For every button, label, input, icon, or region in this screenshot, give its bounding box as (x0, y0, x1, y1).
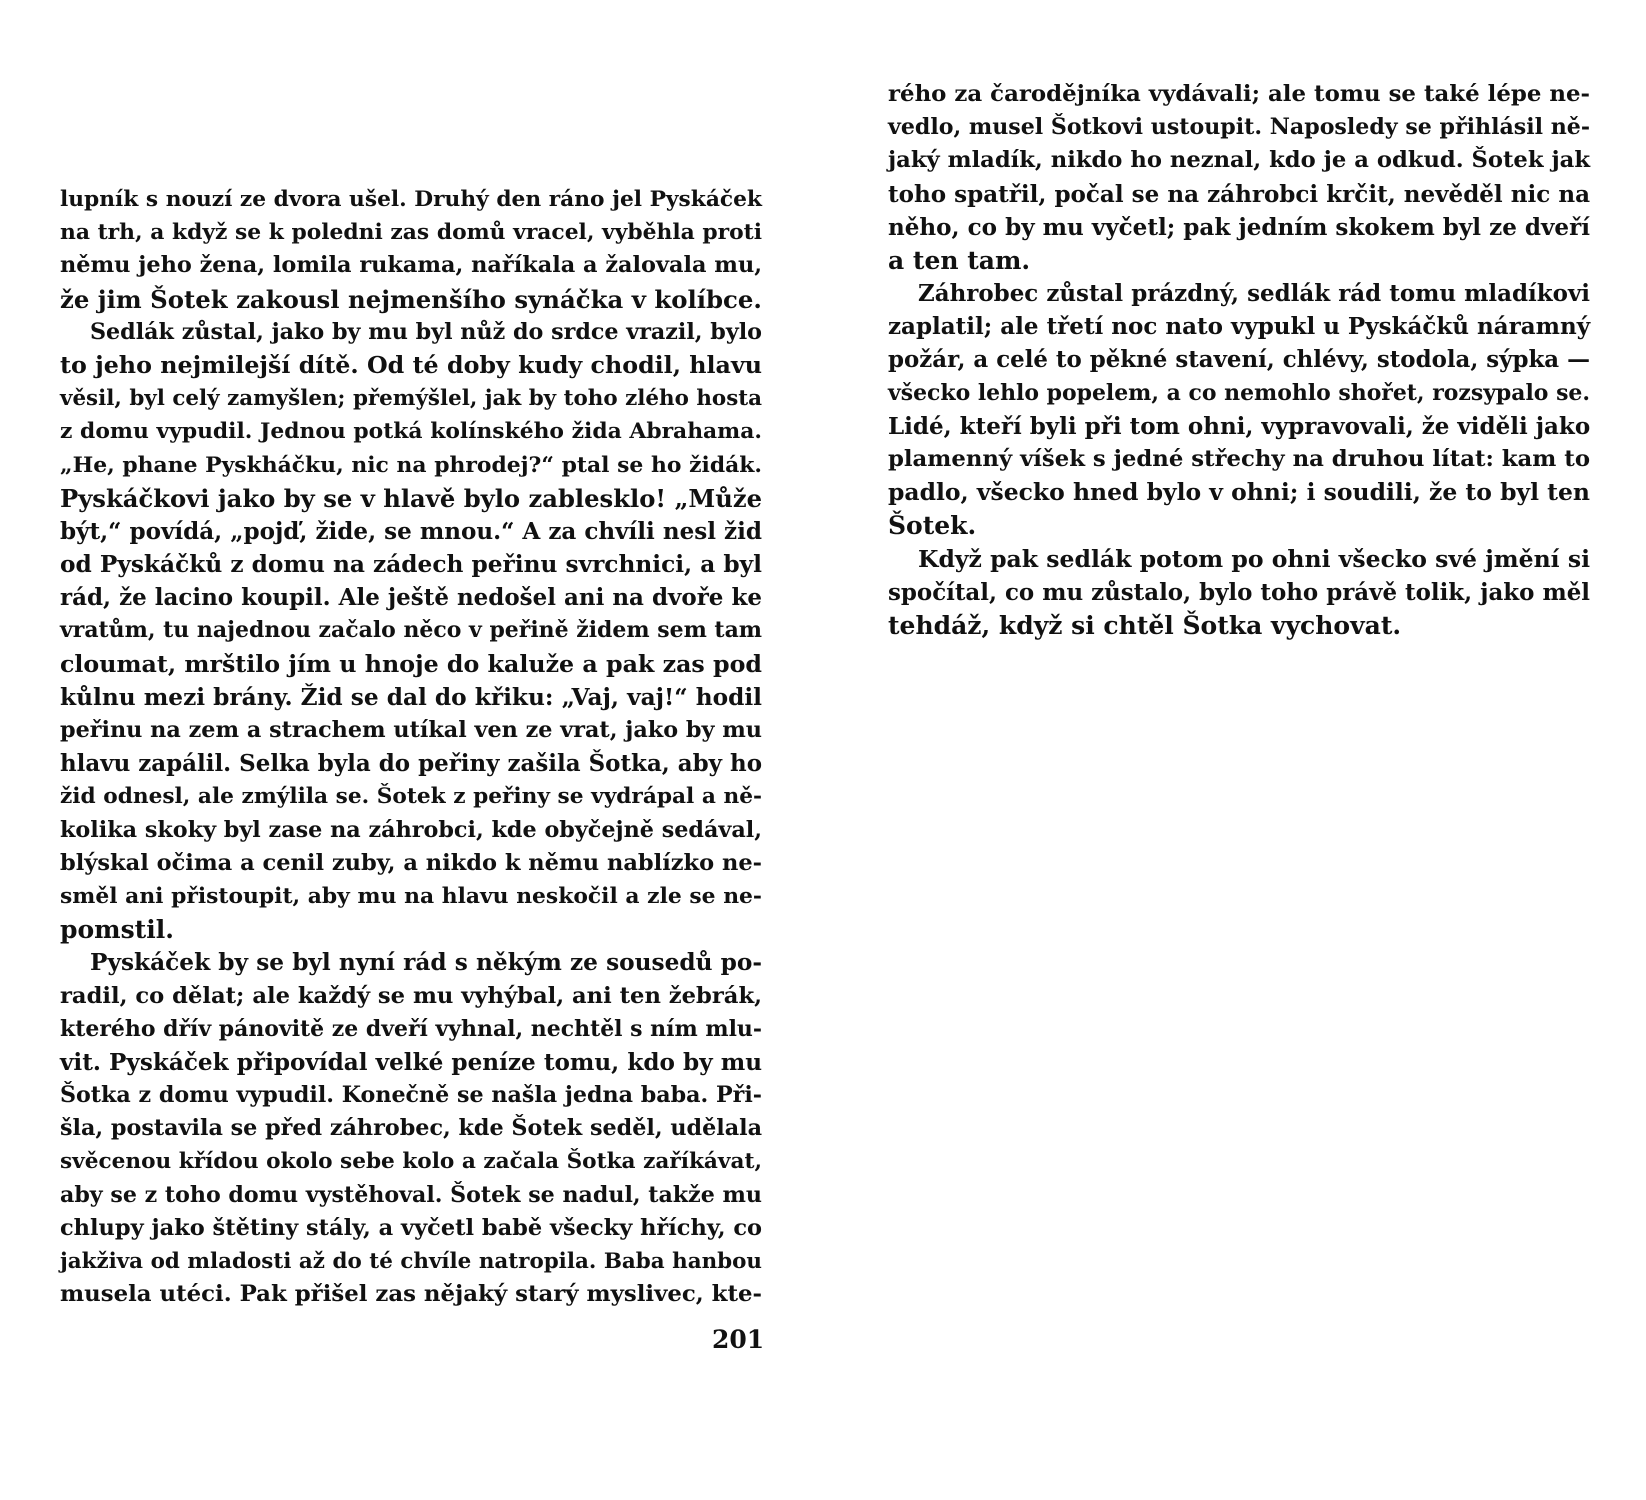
text-line: spočítal, co mu zůstalo, bylo toho právě tolik, jako měl (888, 578, 1590, 606)
text-line: na trh, a když se k poledni zas domů vracel, vyběhla proti (60, 220, 762, 246)
text-line: němu jeho žena, lomila rukama, naříkala a žalovala mu, (60, 252, 762, 279)
text-line: kterého dřív pánovitě ze dveří vyhnal, nechtěl s ním mlu- (60, 1015, 762, 1042)
text-line: hlavu zapálil. Selka byla do peřiny zašila Šotka, aby ho (60, 750, 762, 778)
text-line: věsil, byl celý zamyšlen; přemýšlel, jak by toho zlého hosta (60, 386, 762, 412)
text-line: padlo, všecko hned bylo v ohni; i soudili, že to byl ten (888, 478, 1590, 507)
text-line: kůlnu mezi brány. Žid se dal do křiku: „Vaj, vaj!“ hodil (60, 683, 762, 711)
text-line: být,“ povídá, „pojď, žide, se mnou.“ A za chvíli nesl žid (60, 517, 762, 545)
text-line: směl ani přistoupit, aby mu na hlavu neskočil a zle se ne- (60, 883, 762, 909)
text-line: zaplatil; ale třetí noc nato vypukl u Pyskáčků náramný (888, 313, 1591, 341)
text-line: aby se z toho domu vystěhoval. Šotek se nadul, takže mu (60, 1181, 762, 1208)
right-page-text (888, 78, 1590, 642)
text-line: kolika skoky byl zase na záhrobci, kde obyčejně sedával, (60, 816, 762, 843)
text-line: Šotka z domu vypudil. Konečně se našla jedna baba. Při- (60, 1082, 762, 1109)
text-line: Šotek. (888, 511, 977, 541)
text-line: rého za čarodějníka vydávali; ale tomu se také lépe ne- (888, 81, 1590, 107)
text-line: tehdáž, když si chtěl Šotka vychovat. (888, 611, 1402, 640)
text-line: že jim Šotek zakousl nejmenšího synáčka v kolíbce. (60, 284, 762, 314)
text-line: Záhrobec zůstal prázdný, sedlák rád tomu mladíkovi (918, 280, 1590, 308)
text-line: jakživa od mladosti až do té chvíle natropila. Baba hanbou (60, 1249, 762, 1274)
text-line: cloumat, mrštilo jím u hnoje do kaluže a pak zas pod (60, 649, 762, 678)
text-line: vratům, tu najednou začalo něco v peřině židem sem tam (60, 617, 763, 644)
text-line: Sedlák zůstal, jako by mu byl nůž do srdce vrazil, bylo (90, 318, 762, 345)
text-line: toho spatřil, počal se na záhrobci krčit, nevěděl nic na (888, 180, 1590, 208)
text-line: jaký mladík, nikdo ho neznal, kdo je a odkud. Šotek jak (888, 147, 1590, 174)
text-line: všecko lehlo popelem, a co nemohlo shořet, rozsypalo se. (888, 379, 1590, 406)
text-line: z domu vypudil. Jednou potká kolínského žida Abrahama. (60, 419, 762, 445)
left-page-text (60, 183, 762, 1311)
text-line: Lidé, kteří byli při tom ohni, vypravovali, že viděli jako (888, 412, 1591, 440)
text-line: Když pak sedlák potom po ohni všecko své jmění si (918, 544, 1590, 573)
text-line: chlupy jako štětiny stály, a vyčetl babě všecky hříchy, co (60, 1214, 763, 1241)
text-line: žid odnesl, ale zmýlila se. Šotek z peřiny se vydrápal a ně- (60, 784, 762, 810)
text-line: svěcenou křídou okolo sebe kolo a začala Šotka zaříkávat, (60, 1149, 762, 1175)
text-line: blýskal očima a cenil zuby, a nikdo k němu nablízko ne- (60, 849, 762, 876)
text-line: a ten tam. (888, 245, 1031, 275)
text-line: Pyskáček by se byl nyní rád s někým ze sousedů po- (90, 949, 762, 977)
text-line: pomstil. (60, 915, 174, 945)
text-line: radil, co dělat; ale každý se mu vyhýbal, ani ten žebrák, (60, 982, 762, 1009)
text-line: peřinu na zem a strachem utíkal ven ze vrat, jako by mu (60, 717, 762, 743)
text-line: něho, co by mu vyčetl; pak jedním skokem byl ze dveří (888, 213, 1590, 241)
text-line: vedlo, musel Šotkovi ustoupit. Naposledy se přihlásil ně- (888, 114, 1590, 141)
text-line: od Pyskáčků z domu na zádech peřinu svrchnici, a byl (60, 551, 762, 579)
text-line: vit. Pyskáček připovídal velké peníze tomu, kdo by mu (60, 1048, 762, 1076)
text-line: lupník s nouzí ze dvora ušel. Druhý den ráno jel Pyskáček (60, 187, 762, 212)
text-line: rád, že lacino koupil. Ale ještě nedošel ani na dvoře ke (60, 584, 762, 612)
text-line: musela utéci. Pak přišel zas nějaký starý myslivec, kte- (60, 1281, 762, 1308)
text-line: požár, a celé to pěkné stavení, chlévy, stodola, sýpka — (888, 346, 1590, 373)
text-line: „He, phane Pyskháčku, nic na phrodej?“ ptal se ho židák. (60, 451, 762, 478)
text-line: šla, postavila se před záhrobec, kde Šotek seděl, udělala (60, 1115, 763, 1142)
text-line: Pyskáčkovi jako by se v hlavě bylo zablesklo! „Může (60, 483, 763, 513)
text-line: to jeho nejmilejší dítě. Od té doby kudy chodil, hlavu (60, 350, 762, 379)
page-number: 201 (712, 1325, 765, 1354)
text-line: plamenný víšek s jedné střechy na druhou lítat: kam to (888, 446, 1590, 473)
